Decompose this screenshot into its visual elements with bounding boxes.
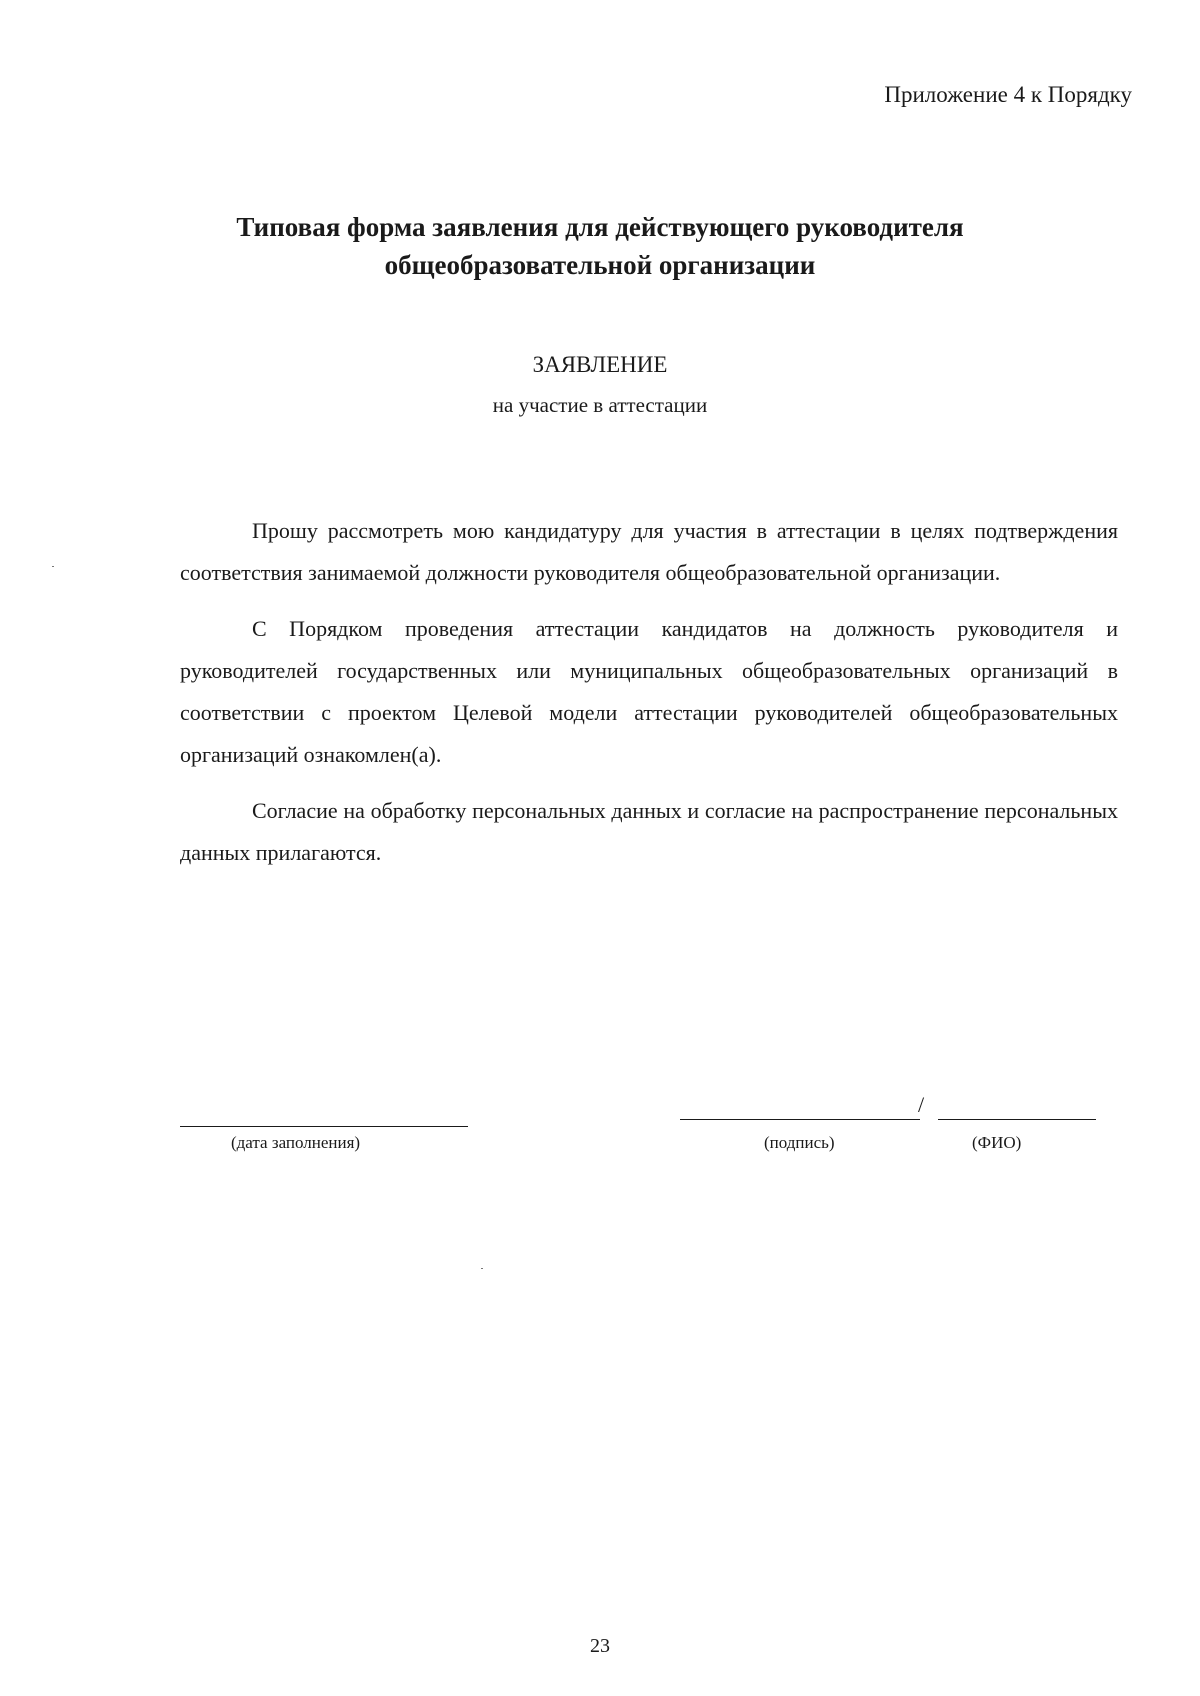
- form-title-line-2: общеобразовательной организации: [384, 250, 816, 280]
- paragraph-consent: Согласие на обработку персональных данных и согласие на распространение персональных данных прилагаются.: [180, 798, 1118, 865]
- form-title: [0, 208, 1200, 284]
- scan-speck: [52, 566, 54, 567]
- signature-caption: (подпись): [764, 1133, 835, 1152]
- signature-separator: /: [918, 1092, 925, 1117]
- form-title-line-1: Типовая форма заявления для действующего руководителя: [236, 212, 964, 242]
- paragraph-acknowledgement: С Порядком проведения аттестации кандидатов на должность руководителя и руководителей государственных или муниципальных общеобразовательных организаций в соответствии с проектом Целевой модели аттестации руководителей общеобразовательных организаций ознакомлен(а).: [180, 616, 1118, 767]
- statement-heading: ЗАЯВЛЕНИЕ: [532, 352, 668, 377]
- name-caption: (ФИО): [972, 1133, 1022, 1152]
- signature-line: [680, 1119, 920, 1120]
- date-line: [180, 1126, 468, 1127]
- statement-body: [180, 510, 1118, 888]
- date-caption: (дата заполнения): [231, 1133, 361, 1152]
- paragraph-request: Прошу рассмотреть мою кандидатуру для участия в аттестации в целях подтверждения соответствия занимаемой должности руководителя общеобразовательной организации.: [180, 518, 1118, 585]
- statement-subheading: на участие в аттестации: [492, 393, 708, 417]
- appendix-note: Приложение 4 к Порядку: [884, 82, 1132, 107]
- page-number: 23: [590, 1635, 610, 1657]
- name-line: [938, 1119, 1096, 1120]
- scan-speck: [481, 1268, 483, 1269]
